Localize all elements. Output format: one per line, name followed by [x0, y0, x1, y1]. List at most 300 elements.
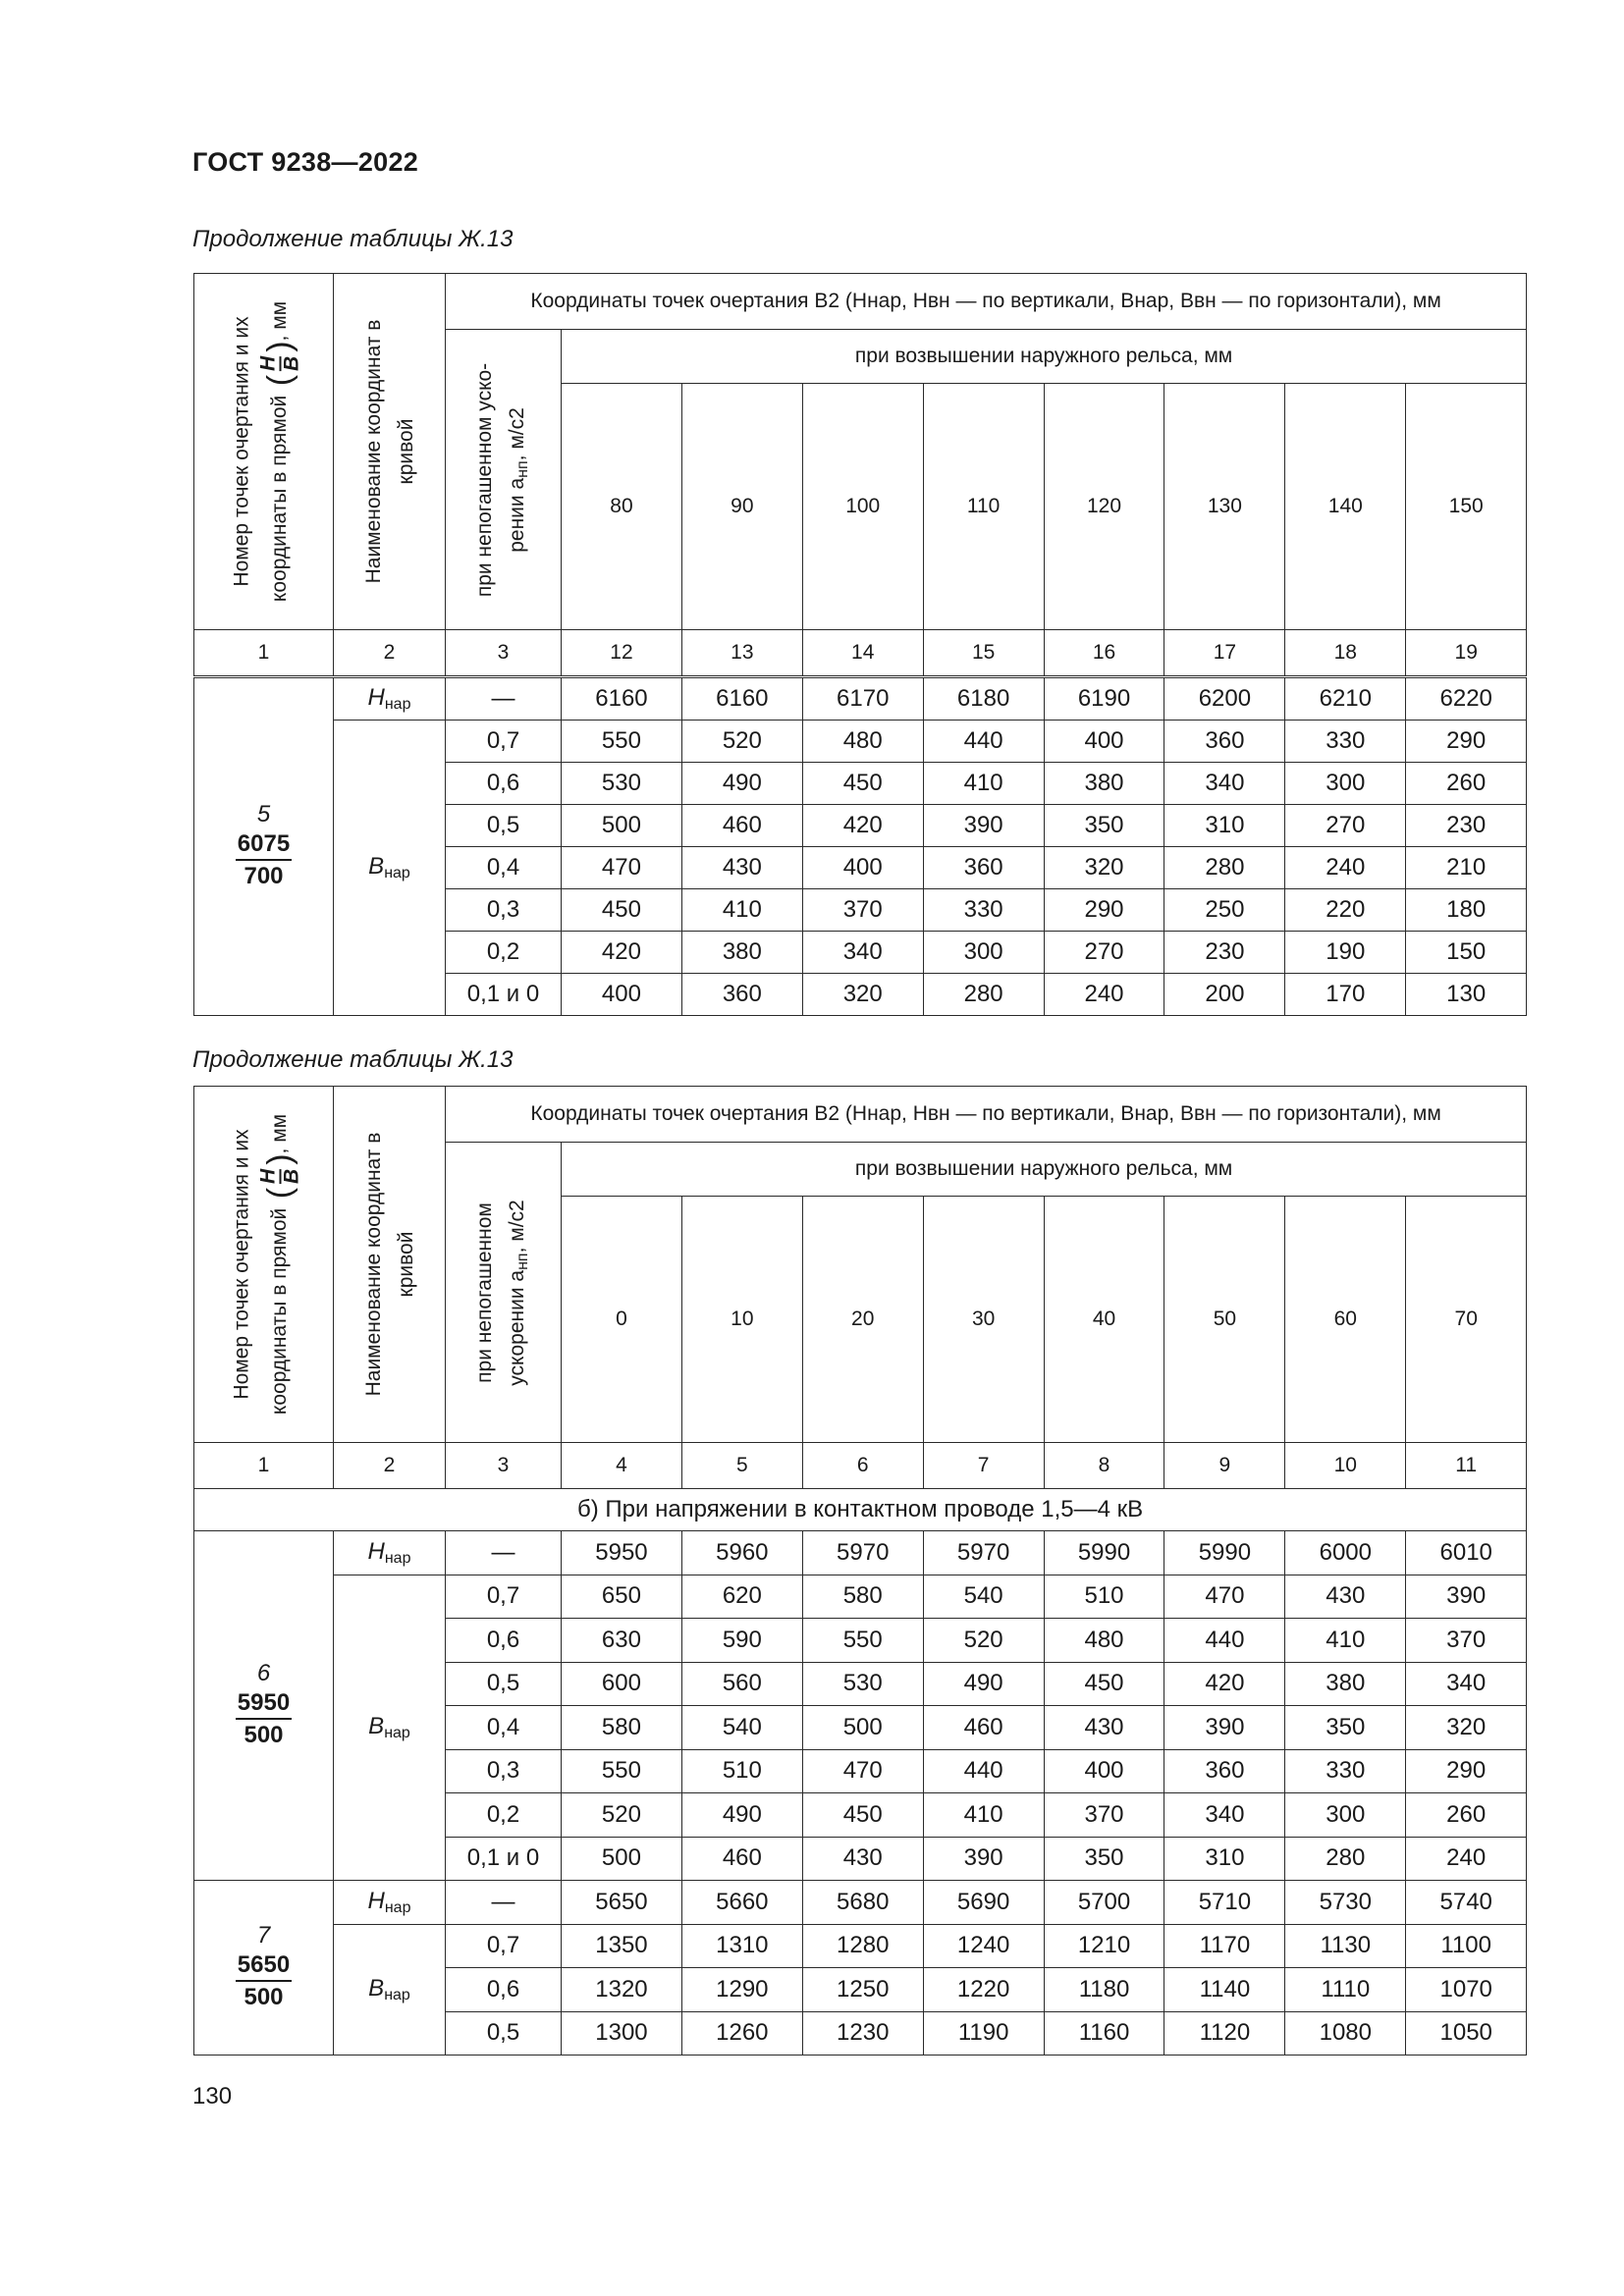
cell-value: 340 [1205, 1800, 1245, 1828]
cell-value: 1310 [716, 1932, 769, 1959]
cell-value: 180 [1446, 896, 1487, 923]
cell-value: 430 [842, 1844, 883, 1872]
acceleration-value: 0,1 и 0 [466, 981, 540, 1007]
cell-value: 290 [1446, 1757, 1487, 1785]
cell-value: 390 [1205, 1713, 1245, 1740]
cell-value: 6210 [1319, 685, 1372, 712]
acceleration-unit: , м/с2 [505, 406, 528, 460]
cell-value: 6220 [1439, 685, 1492, 712]
point-label-line1: Номер точек очертания и их [230, 316, 252, 587]
acceleration-value: — [491, 1888, 515, 1915]
cell-value: 370 [1446, 1626, 1487, 1653]
cell-value: 370 [842, 896, 883, 923]
cell-value: 280 [1205, 854, 1245, 881]
cell-value: 1180 [1078, 1975, 1130, 2002]
cell-value: 550 [842, 1626, 883, 1653]
acceleration-line1: при непогашенном уско- [472, 362, 496, 597]
acceleration-value: — [491, 685, 515, 712]
cell-value: 5960 [716, 1538, 769, 1566]
cell-value: 480 [842, 727, 883, 754]
cell-value: 1250 [837, 1975, 890, 2002]
cell-value: 240 [1084, 981, 1124, 1007]
acceleration-value: 0,7 [486, 727, 520, 754]
cell-value: 6160 [595, 685, 648, 712]
cell-value: 150 [1446, 938, 1487, 965]
acceleration-value: 0,4 [486, 1713, 520, 1740]
cell-value: 240 [1446, 1844, 1487, 1872]
cell-value: 210 [1446, 854, 1487, 881]
table-caption: Продолжение таблицы Ж.13 [192, 226, 514, 252]
column-numbers-row [194, 1443, 1527, 1489]
header-row [194, 274, 1527, 330]
point-coordinates [236, 1949, 292, 2013]
section-title-row [194, 1489, 1527, 1531]
unit-label: , мм [267, 300, 291, 342]
cell-value: 620 [722, 1582, 762, 1610]
cell-value: 520 [601, 1800, 641, 1828]
coordinates-title [446, 274, 1527, 330]
cell-value: 200 [1205, 981, 1245, 1007]
column-numbers-row [194, 630, 1527, 677]
cell-value: 320 [842, 981, 883, 1007]
fraction-bottom: B [280, 355, 302, 371]
column-number: 17 [1213, 641, 1237, 664]
cell-value: 280 [963, 981, 1003, 1007]
coord-name-header [334, 274, 446, 630]
table-row [194, 1531, 1527, 1575]
cell-value: 450 [842, 1800, 883, 1828]
column-number: 7 [977, 1454, 990, 1476]
acceleration-value: — [491, 1538, 515, 1566]
table-row [194, 1924, 1527, 1968]
cell-value: 310 [1205, 812, 1245, 838]
point-h-value: 5650 [236, 1949, 292, 1983]
acceleration-line1: при непогашенном [472, 1201, 496, 1383]
cell-value: 260 [1446, 770, 1487, 796]
cell-value: 320 [1084, 854, 1124, 881]
cell-value: 580 [601, 1713, 641, 1740]
cell-value: 1190 [957, 2019, 1009, 2047]
cell-value: 550 [601, 1757, 641, 1785]
point-label-header [194, 274, 334, 630]
b-subscript: нар [384, 1724, 410, 1741]
cell-value: 320 [1446, 1713, 1487, 1740]
cell-value: 410 [963, 770, 1003, 796]
cell-value: 650 [601, 1582, 641, 1610]
acceleration-header [446, 330, 562, 630]
h-symbol-cell [334, 677, 446, 721]
point-label-line2: координаты в прямой [267, 395, 291, 603]
cell-value: 250 [1205, 896, 1245, 923]
cell-value: 390 [963, 1844, 1003, 1872]
point-number: 6 [256, 1660, 271, 1687]
cell-value: 6000 [1319, 1538, 1372, 1566]
cell-value: 5710 [1198, 1888, 1252, 1915]
acceleration-value: 0,7 [486, 1582, 520, 1610]
paren-close: ) [260, 1153, 298, 1165]
cell-value: 540 [722, 1713, 762, 1740]
paren-open: ( [260, 1187, 298, 1208]
column-number: 9 [1218, 1454, 1231, 1476]
coord-name-line2: кривой [394, 418, 417, 485]
cell-value: 440 [1205, 1626, 1245, 1653]
point-label-line2: координаты в прямой [267, 1207, 291, 1415]
elevation-value: 30 [971, 1308, 996, 1330]
acceleration-value: 0,2 [486, 1800, 520, 1828]
cell-value: 5740 [1439, 1888, 1492, 1915]
table-caption: Продолжение таблицы Ж.13 [192, 1046, 514, 1073]
document-title: ГОСТ 9238—2022 [192, 147, 419, 177]
cell-value: 400 [842, 854, 883, 881]
column-number: 6 [856, 1454, 869, 1476]
cell-value: 1320 [595, 1975, 648, 2002]
coord-name-line1: Наименование координат в [361, 1132, 385, 1397]
column-number: 2 [383, 641, 396, 664]
cell-value: 270 [1326, 812, 1366, 838]
column-number: 4 [616, 1454, 627, 1476]
elevation-value: 140 [1327, 495, 1363, 517]
fraction-bottom: B [280, 1168, 302, 1184]
cell-value: 290 [1084, 896, 1124, 923]
coord-name-line1: Наименование координат в [361, 319, 385, 584]
cell-value: 1050 [1439, 2019, 1492, 2047]
point-cell [194, 1881, 334, 2056]
cell-value: 330 [963, 896, 1003, 923]
cell-value: 1160 [1078, 2019, 1130, 2047]
cell-value: 520 [963, 1626, 1003, 1653]
cell-value: 1110 [1321, 1975, 1371, 2002]
cell-value: 400 [1084, 1757, 1124, 1785]
point-number: 7 [256, 1922, 271, 1949]
elevation-value: 70 [1454, 1308, 1478, 1330]
cell-value: 450 [601, 896, 641, 923]
cell-value: 340 [1446, 1670, 1487, 1697]
cell-value: 410 [722, 896, 762, 923]
page-number: 130 [192, 2083, 233, 2109]
cell-value: 460 [722, 812, 762, 838]
elevation-value: 130 [1207, 495, 1242, 517]
cell-value: 290 [1446, 727, 1487, 754]
coord-name-header [334, 1087, 446, 1443]
column-number: 3 [497, 1454, 510, 1476]
header-row [194, 1087, 1527, 1143]
cell-value: 390 [1446, 1582, 1487, 1610]
column-number: 15 [971, 641, 996, 664]
cell-value: 220 [1326, 896, 1366, 923]
cell-value: 170 [1326, 981, 1366, 1007]
acceleration-value: 0,5 [486, 812, 520, 838]
fraction-top: H [256, 355, 279, 371]
cell-value: 330 [1326, 727, 1366, 754]
elevation-value: 60 [1333, 1308, 1357, 1330]
cell-value: 400 [1084, 727, 1124, 754]
h-symbol-cell [334, 1881, 446, 1925]
acceleration-value: 0,5 [486, 1670, 520, 1697]
h-subscript: нар [384, 696, 411, 713]
cell-value: 280 [1326, 1844, 1366, 1872]
cell-value: 600 [601, 1670, 641, 1697]
cell-value: 430 [1326, 1582, 1366, 1610]
cell-value: 540 [963, 1582, 1003, 1610]
column-number: 12 [610, 641, 633, 664]
acceleration-value: 0,4 [486, 854, 520, 881]
cell-value: 130 [1446, 981, 1487, 1007]
elevation-value: 40 [1092, 1308, 1116, 1330]
cell-value: 450 [842, 770, 883, 796]
cell-value: 520 [722, 727, 762, 754]
section-title: б) При напряжении в контактном проводе 1,5—4 кВ [576, 1496, 1144, 1522]
cell-value: 480 [1084, 1626, 1124, 1653]
b-subscript: нар [384, 1986, 410, 2003]
cell-value: 580 [842, 1582, 883, 1610]
acceleration-value: 0,6 [486, 1626, 520, 1653]
column-number: 18 [1333, 641, 1357, 664]
column-number: 1 [257, 641, 270, 664]
coordinates-title [446, 1087, 1527, 1143]
cell-value: 530 [601, 770, 641, 796]
cell-value: 400 [601, 981, 641, 1007]
cell-value: 270 [1084, 938, 1124, 965]
cell-value: 1070 [1439, 1975, 1492, 2002]
point-cell [194, 677, 334, 1016]
b-symbol-cell [334, 721, 446, 1016]
cell-value: 1290 [716, 1975, 769, 2002]
cell-value: 5680 [837, 1888, 890, 1915]
column-number: 14 [851, 641, 875, 664]
cell-value: 190 [1326, 938, 1366, 965]
column-number: 11 [1455, 1454, 1478, 1476]
elevation-value: 150 [1448, 495, 1484, 517]
table-row [194, 721, 1527, 763]
cell-value: 1080 [1319, 2019, 1372, 2047]
acceleration-line2: ускорении a [505, 1269, 528, 1386]
cell-value: 460 [963, 1713, 1003, 1740]
cell-value: 380 [722, 938, 762, 965]
cell-value: 340 [842, 938, 883, 965]
cell-value: 370 [1084, 1800, 1124, 1828]
b-symbol-cell [334, 1575, 446, 1881]
cell-value: 5990 [1077, 1538, 1131, 1566]
column-number: 16 [1092, 641, 1116, 664]
cell-value: 500 [601, 1844, 641, 1872]
cell-value: 430 [722, 854, 762, 881]
column-number: 8 [1098, 1454, 1110, 1476]
point-coordinates [236, 1687, 292, 1751]
cell-value: 380 [1326, 1670, 1366, 1697]
cell-value: 1170 [1199, 1932, 1251, 1959]
b-symbol: B [368, 1712, 385, 1739]
cell-value: 260 [1446, 1800, 1487, 1828]
point-h-value: 6075 [236, 828, 292, 862]
cell-value: 5690 [956, 1888, 1010, 1915]
cell-value: 490 [722, 1800, 762, 1828]
h-subscript: нар [384, 1549, 411, 1567]
acceleration-unit: , м/с2 [505, 1199, 528, 1253]
cell-value: 1100 [1440, 1932, 1491, 1959]
cell-value: 420 [1205, 1670, 1245, 1697]
cell-value: 1210 [1077, 1932, 1131, 1959]
acceleration-value: 0,6 [486, 770, 520, 796]
acceleration-line2: рении a [505, 477, 528, 553]
cell-value: 5730 [1319, 1888, 1372, 1915]
point-number: 5 [256, 801, 271, 828]
cell-value: 1280 [837, 1932, 890, 1959]
acceleration-value: 0,5 [486, 2019, 520, 2047]
b-subscript: нар [384, 865, 410, 881]
cell-value: 1130 [1320, 1932, 1372, 1959]
cell-value: 5660 [716, 1888, 769, 1915]
cell-value: 390 [963, 812, 1003, 838]
h-subscript: нар [384, 1898, 411, 1916]
acceleration-subscript: нп [514, 459, 531, 478]
cell-value: 500 [842, 1713, 883, 1740]
elevation-value: 100 [845, 495, 881, 517]
cell-value: 230 [1205, 938, 1245, 965]
point-b-value: 500 [244, 1722, 284, 1749]
cell-value: 1220 [956, 1975, 1010, 2002]
h-symbol-cell [334, 1531, 446, 1575]
cell-value: 6160 [716, 685, 769, 712]
cell-value: 450 [1084, 1670, 1124, 1697]
cell-value: 440 [963, 727, 1003, 754]
h-symbol: H [367, 1537, 385, 1565]
coordinates-table-2 [193, 1086, 1527, 2056]
cell-value: 6170 [837, 685, 890, 712]
coordinates-title-text: Координаты точек очертания В2 (Hнар, Hвн — по вертикали, Bнар, Bвн — по горизонтали), мм [530, 290, 1441, 312]
cell-value: 1230 [837, 2019, 890, 2047]
cell-value: 5650 [595, 1888, 648, 1915]
cell-value: 560 [722, 1670, 762, 1697]
cell-value: 5950 [595, 1538, 648, 1566]
cell-value: 500 [601, 812, 641, 838]
column-number: 2 [383, 1454, 396, 1476]
cell-value: 460 [722, 1844, 762, 1872]
cell-value: 5700 [1077, 1888, 1131, 1915]
coordinates-title-text: Координаты точек очертания В2 (Hнар, Hвн — по вертикали, Bнар, Bвн — по горизонтали), мм [530, 1102, 1441, 1125]
cell-value: 470 [601, 854, 641, 881]
elevation-value: 90 [731, 495, 754, 517]
cell-value: 240 [1326, 854, 1366, 881]
cell-value: 360 [963, 854, 1003, 881]
column-number: 5 [735, 1454, 748, 1476]
acceleration-header [446, 1143, 562, 1443]
column-number: 10 [1333, 1454, 1357, 1476]
cell-value: 1300 [595, 2019, 648, 2047]
cell-value: 6180 [956, 685, 1010, 712]
b-symbol-cell [334, 1924, 446, 2056]
elevation-title [562, 1143, 1527, 1197]
cell-value: 590 [722, 1626, 762, 1653]
cell-value: 410 [963, 1800, 1003, 1828]
cell-value: 360 [1205, 1757, 1245, 1785]
elevation-title-text: при возвышении наружного рельса, мм [854, 345, 1233, 367]
cell-value: 6200 [1198, 685, 1252, 712]
cell-value: 470 [842, 1757, 883, 1785]
cell-value: 1240 [956, 1932, 1010, 1959]
acceleration-subscript: нп [514, 1252, 531, 1270]
fraction-top: H [256, 1168, 279, 1184]
elevation-value: 10 [731, 1308, 754, 1330]
cell-value: 300 [1326, 770, 1366, 796]
elevation-value: 120 [1086, 495, 1122, 517]
acceleration-value: 0,6 [486, 1975, 520, 2002]
unit-label: , мм [267, 1113, 291, 1154]
cell-value: 420 [601, 938, 641, 965]
acceleration-value: 0,7 [486, 1932, 520, 1959]
cell-value: 6010 [1439, 1538, 1492, 1566]
cell-value: 410 [1326, 1626, 1366, 1653]
point-h-value: 5950 [236, 1687, 292, 1721]
point-cell [194, 1531, 334, 1881]
column-number: 3 [497, 641, 510, 664]
cell-value: 310 [1205, 1844, 1245, 1872]
cell-value: 300 [1326, 1800, 1366, 1828]
cell-value: 340 [1205, 770, 1245, 796]
point-coordinates [236, 828, 292, 892]
point-b-value: 500 [244, 1984, 284, 2011]
cell-value: 360 [1205, 727, 1245, 754]
cell-value: 1260 [716, 2019, 769, 2047]
cell-value: 420 [842, 812, 883, 838]
h-symbol: H [367, 1887, 385, 1914]
elevation-title [562, 330, 1527, 384]
cell-value: 6190 [1077, 685, 1131, 712]
b-symbol: B [368, 1974, 385, 2002]
cell-value: 630 [601, 1626, 641, 1653]
cell-value: 5990 [1198, 1538, 1252, 1566]
table-row [194, 1881, 1527, 1925]
cell-value: 1140 [1199, 1975, 1251, 2002]
h-over-b-fraction [257, 356, 302, 371]
cell-value: 5970 [837, 1538, 890, 1566]
h-symbol: H [367, 684, 385, 711]
coord-name-line2: кривой [394, 1231, 417, 1298]
cell-value: 510 [722, 1757, 762, 1785]
acceleration-value: 0,3 [486, 896, 520, 923]
cell-value: 490 [963, 1670, 1003, 1697]
point-b-value: 700 [244, 863, 284, 890]
point-label-header [194, 1087, 334, 1443]
acceleration-value: 0,3 [486, 1757, 520, 1785]
cell-value: 510 [1084, 1582, 1124, 1610]
coordinates-table-1 [193, 273, 1527, 1016]
acceleration-value: 0,2 [486, 938, 520, 965]
cell-value: 550 [601, 727, 641, 754]
cell-value: 1120 [1199, 2019, 1251, 2047]
column-number: 1 [257, 1454, 270, 1476]
cell-value: 1350 [595, 1932, 648, 1959]
column-number: 13 [731, 641, 754, 664]
cell-value: 530 [842, 1670, 883, 1697]
table-row [194, 677, 1527, 721]
elevation-value: 50 [1213, 1308, 1237, 1330]
cell-value: 490 [722, 770, 762, 796]
acceleration-value: 0,1 и 0 [466, 1844, 540, 1872]
column-number: 19 [1454, 641, 1478, 664]
elevation-value: 110 [966, 495, 1001, 517]
cell-value: 360 [722, 981, 762, 1007]
elevation-title-text: при возвышении наружного рельса, мм [854, 1157, 1233, 1180]
cell-value: 350 [1084, 812, 1124, 838]
cell-value: 350 [1084, 1844, 1124, 1872]
cell-value: 430 [1084, 1713, 1124, 1740]
paren-open: ( [260, 374, 298, 396]
elevation-value: 20 [851, 1308, 875, 1330]
cell-value: 330 [1326, 1757, 1366, 1785]
cell-value: 470 [1205, 1582, 1245, 1610]
point-label-line1: Номер точек очертания и их [230, 1129, 252, 1400]
cell-value: 440 [963, 1757, 1003, 1785]
